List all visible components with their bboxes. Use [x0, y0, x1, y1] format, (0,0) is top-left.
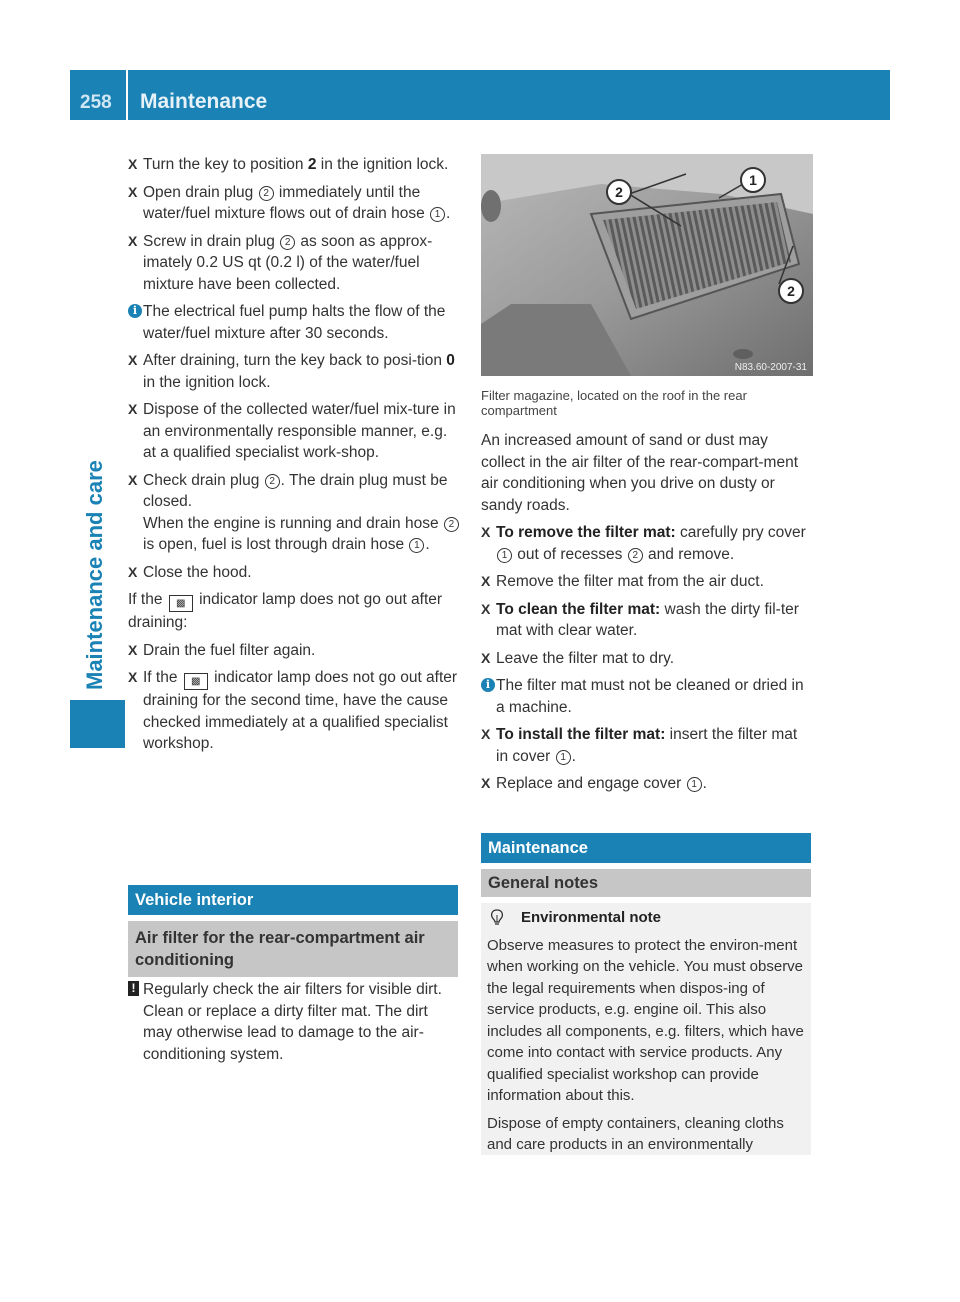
info-icon: i	[128, 304, 142, 318]
left-paragraph: If the ▩ indicator lamp does not go out after draining:	[128, 591, 443, 631]
right-step	[481, 724, 813, 767]
figure-code: N83.60-2007-31	[734, 362, 807, 373]
arrow-x-icon: X	[128, 669, 138, 685]
side-chapter-marker	[70, 700, 125, 748]
left-column	[128, 154, 461, 761]
left-step	[128, 182, 461, 225]
step-text: If the ▩ indicator lamp does not go out after draining for the second time, have the cause checked immediately at a qualified specialist workshop.	[143, 669, 458, 752]
arrow-x-icon: X	[128, 471, 138, 488]
callout-2-top: 2	[615, 184, 623, 200]
step-text: Turn the key to position 2 in the ignition lock.	[143, 156, 449, 173]
right-paragraph: An increased amount of sand or dust may collect in the air filter of the rear-compart-ment air conditioning when you drive on dusty or sandy roads.	[481, 432, 799, 514]
left-step	[128, 562, 461, 584]
arrow-x-icon: X	[481, 649, 491, 666]
environmental-note	[481, 903, 811, 1155]
arrow-x-icon: X	[128, 232, 138, 249]
filter-illustration	[481, 154, 813, 376]
step-text: Check drain plug 2 . The drain plug must be closed. When the engine is running and drain hose 2 is open, fuel is lost through drain hose 1 .	[143, 472, 460, 554]
step-text: Replace and engage cover 1 .	[496, 775, 707, 792]
page-header	[70, 70, 890, 120]
step-text: Close the hood.	[143, 563, 252, 581]
env-note-paragraph-2: Dispose of empty containers, cleaning cloths and care products in an environmentally	[487, 1114, 784, 1153]
right-info-note	[481, 675, 813, 718]
env-note-paragraph-1: Observe measures to protect the environ-ment when working on the vehicle. You must observe the legal requirements when dispos-ing of service products, e.g. engine oil. This also includes all components, e.g. filters, which have come into contact with service products. Any qualified specialist workshop can provide information about this.	[487, 936, 804, 1104]
section-vehicle-interior: Vehicle interior	[128, 885, 458, 915]
subsection-air-filter: Air filter for the rear-compartment air conditioning	[128, 921, 458, 977]
right-step	[481, 522, 813, 565]
arrow-x-icon: X	[128, 641, 138, 658]
arrow-x-icon: X	[481, 726, 491, 742]
header-divider	[126, 70, 128, 120]
arrow-x-icon: X	[128, 156, 138, 172]
side-chapter-label: Maintenance and care	[82, 460, 107, 690]
arrow-x-icon: X	[128, 183, 138, 200]
step-text: Screw in drain plug 2 as soon as approx-imately 0.2 US qt (0.2 l) of the water/fuel mixture have been collected.	[143, 232, 433, 293]
left-step	[128, 667, 461, 755]
left-step	[128, 154, 461, 176]
right-steps	[481, 430, 813, 795]
arrow-x-icon: X	[481, 775, 491, 791]
left-steps	[128, 154, 461, 755]
arrow-x-icon: X	[481, 573, 491, 589]
arrow-x-icon: X	[128, 401, 138, 417]
callout-1: 1	[749, 172, 757, 188]
subsection-general-notes: General notes	[481, 869, 811, 897]
left-step	[128, 399, 461, 464]
step-text: Drain the fuel filter again.	[143, 641, 316, 659]
section-maintenance: Maintenance	[481, 833, 811, 863]
right-step	[481, 571, 813, 593]
exclamation-icon: !	[128, 981, 139, 996]
right-step	[481, 599, 813, 642]
step-text: Leave the filter mat to dry.	[496, 649, 675, 667]
callout-2-right: 2	[787, 283, 795, 299]
left-step	[128, 470, 461, 556]
arrow-x-icon: X	[128, 563, 138, 580]
warning-block	[128, 979, 461, 1071]
env-note-title: Environmental note	[521, 909, 662, 926]
step-text: To clean the filter mat: wash the dirty fil-ter mat with clear water.	[496, 600, 799, 639]
filter-magazine-image	[481, 154, 813, 376]
step-text: Open drain plug 2 immediately until the water/fuel mixture flows out of drain hose 1 .	[143, 183, 451, 222]
right-step	[481, 773, 813, 795]
page-title: Maintenance	[140, 90, 268, 113]
left-info-note	[128, 301, 461, 344]
arrow-x-icon: X	[128, 352, 138, 368]
step-text: Remove the filter mat from the air duct.	[496, 573, 764, 590]
left-step	[128, 640, 461, 662]
arrow-x-icon: X	[481, 524, 491, 540]
step-text: After draining, turn the key back to posi-tion 0 in the ignition lock.	[143, 352, 455, 391]
right-step	[481, 648, 813, 670]
right-column	[481, 430, 813, 801]
lightbulb-icon	[489, 909, 505, 927]
arrow-x-icon: X	[481, 600, 491, 617]
step-text: To remove the filter mat: carefully pry cover 1 out of recesses 2 and remove.	[496, 524, 806, 563]
info-icon: i	[481, 678, 495, 692]
figure-caption: Filter magazine, located on the roof in the rear compartment	[481, 388, 747, 418]
left-step	[128, 231, 461, 296]
warning-text: Regularly check the air filters for visible dirt. Clean or replace a dirty filter mat. The dirt may otherwise lead to damage to the air-conditioning system.	[143, 981, 442, 1063]
info-text: The electrical fuel pump halts the flow of the water/fuel mixture after 30 seconds.	[143, 303, 446, 342]
info-text: The filter mat must not be cleaned or dried in a machine.	[496, 677, 804, 716]
step-text: Dispose of the collected water/fuel mix-ture in an environmentally responsible manner, e.g. at a qualified specialist work-shop.	[143, 401, 456, 461]
left-step	[128, 350, 461, 393]
step-text: To install the filter mat: insert the filter mat in cover 1 .	[496, 726, 798, 765]
page-number: 258	[80, 92, 112, 113]
